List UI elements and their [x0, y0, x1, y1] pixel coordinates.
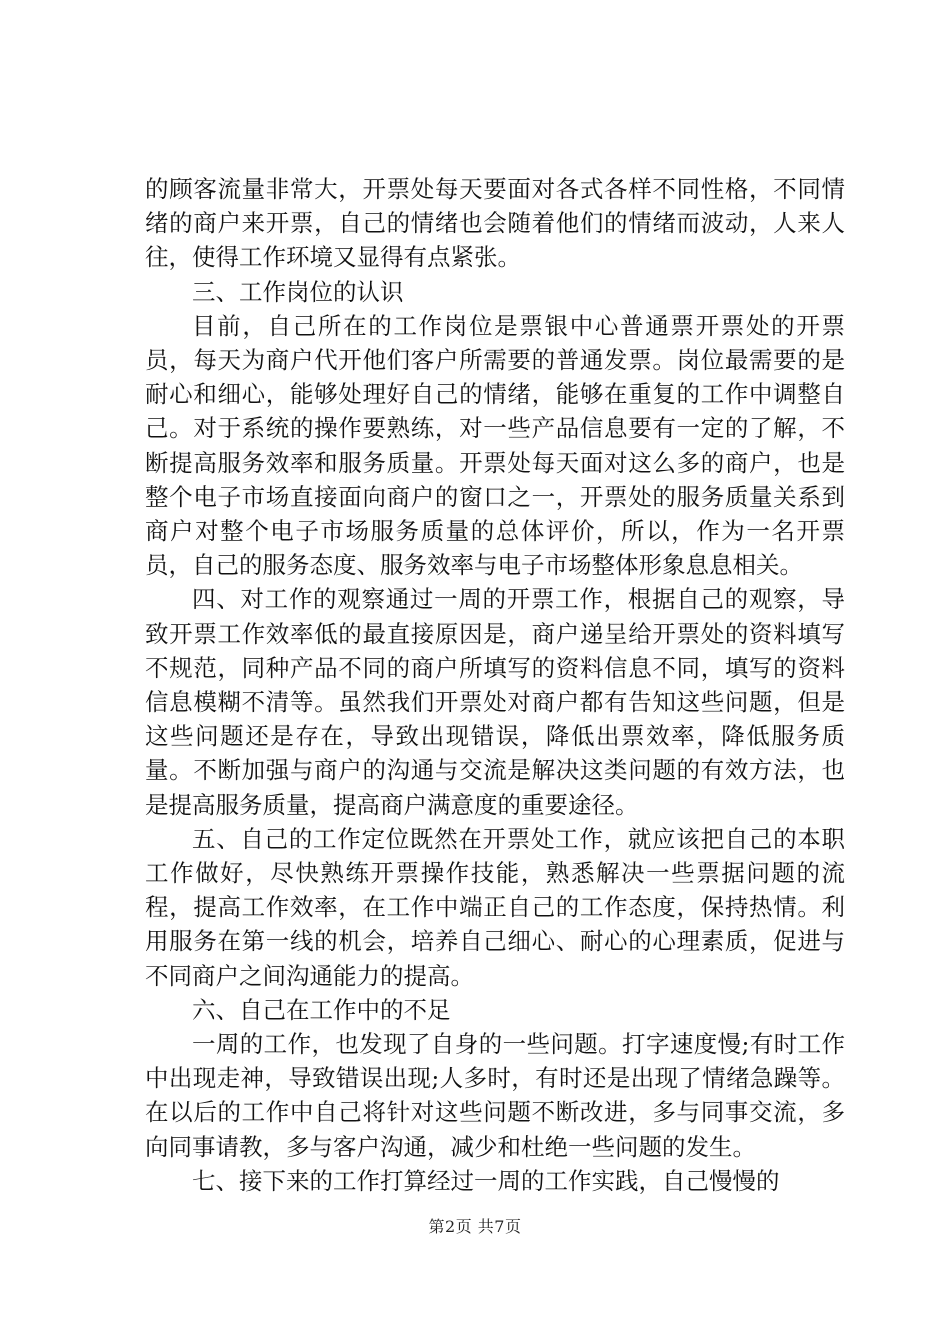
paragraph-5: 五、自己的工作定位既然在开票处工作，就应该把自己的本职工作做好，尽快熟练开票操作技能，熟悉解决一些票据问题的流程，提高工作效率，在工作中端正自己的工作态度，保持热情。利用服务在第一线的机会，培养自己细心、耐心的心理素质，促进与不同商户之间沟通能力的提高。	[145, 824, 845, 990]
section-heading-6: 六、自己在工作中的不足	[192, 995, 451, 1024]
paragraph-1: 的顾客流量非常大，开票处每天要面对各式各样不同性格，不同情绪的商户来开票，自己的情绪也会随着他们的情绪而波动，人来人往，使得工作环境又显得有点紧张。	[145, 175, 845, 272]
paragraph-3: 目前，自己所在的工作岗位是票银中心普通票开票处的开票员，每天为商户代开他们客户所需要的普通发票。岗位最需要的是耐心和细心，能够处理好自己的情绪，能够在重复的工作中调整自己。对于系统的操作要熟练，对一些产品信息要有一定的了解，不断提高服务效率和服务质量。开票处每天面对这么多的商户，也是整个电子市场直接面向商户的窗口之一，开票处的服务质量关系到商户对整个电子市场服务质量的总体评价，所以，作为一名开票员，自己的服务态度、服务效率与电子市场整体形象息息相关。	[145, 311, 845, 580]
document-body	[145, 172, 845, 1198]
paragraph-7: 一周的工作，也发现了自身的一些问题。打字速度慢;有时工作中出现走神，导致错误出现;人多时，有时还是出现了情绪急躁等。在以后的工作中自己将针对这些问题不断改进，多与同事交流，多向同事请教，多与客户沟通，减少和杜绝一些问题的发生。	[145, 1030, 845, 1161]
paragraph-8: 七、接下来的工作打算经过一周的工作实践，自己慢慢的	[192, 1166, 780, 1195]
page-footer: 第2页 共7页	[428, 1217, 522, 1236]
section-heading-3: 三、工作岗位的认识	[192, 277, 404, 306]
paragraph-4: 四、对工作的观察通过一周的开票工作，根据自己的观察，导致开票工作效率低的最直接原因是，商户递呈给开票处的资料填写不规范，同种产品不同的商户所填写的资料信息不同，填写的资料信息模糊不清等。虽然我们开票处对商户都有告知这些问题，但是这些问题还是存在，导致出现错误，降低出票效率，降低服务质量。不断加强与商户的沟通与交流是解决这类问题的有效方法，也是提高服务质量，提高商户满意度的重要途径。	[145, 585, 845, 819]
